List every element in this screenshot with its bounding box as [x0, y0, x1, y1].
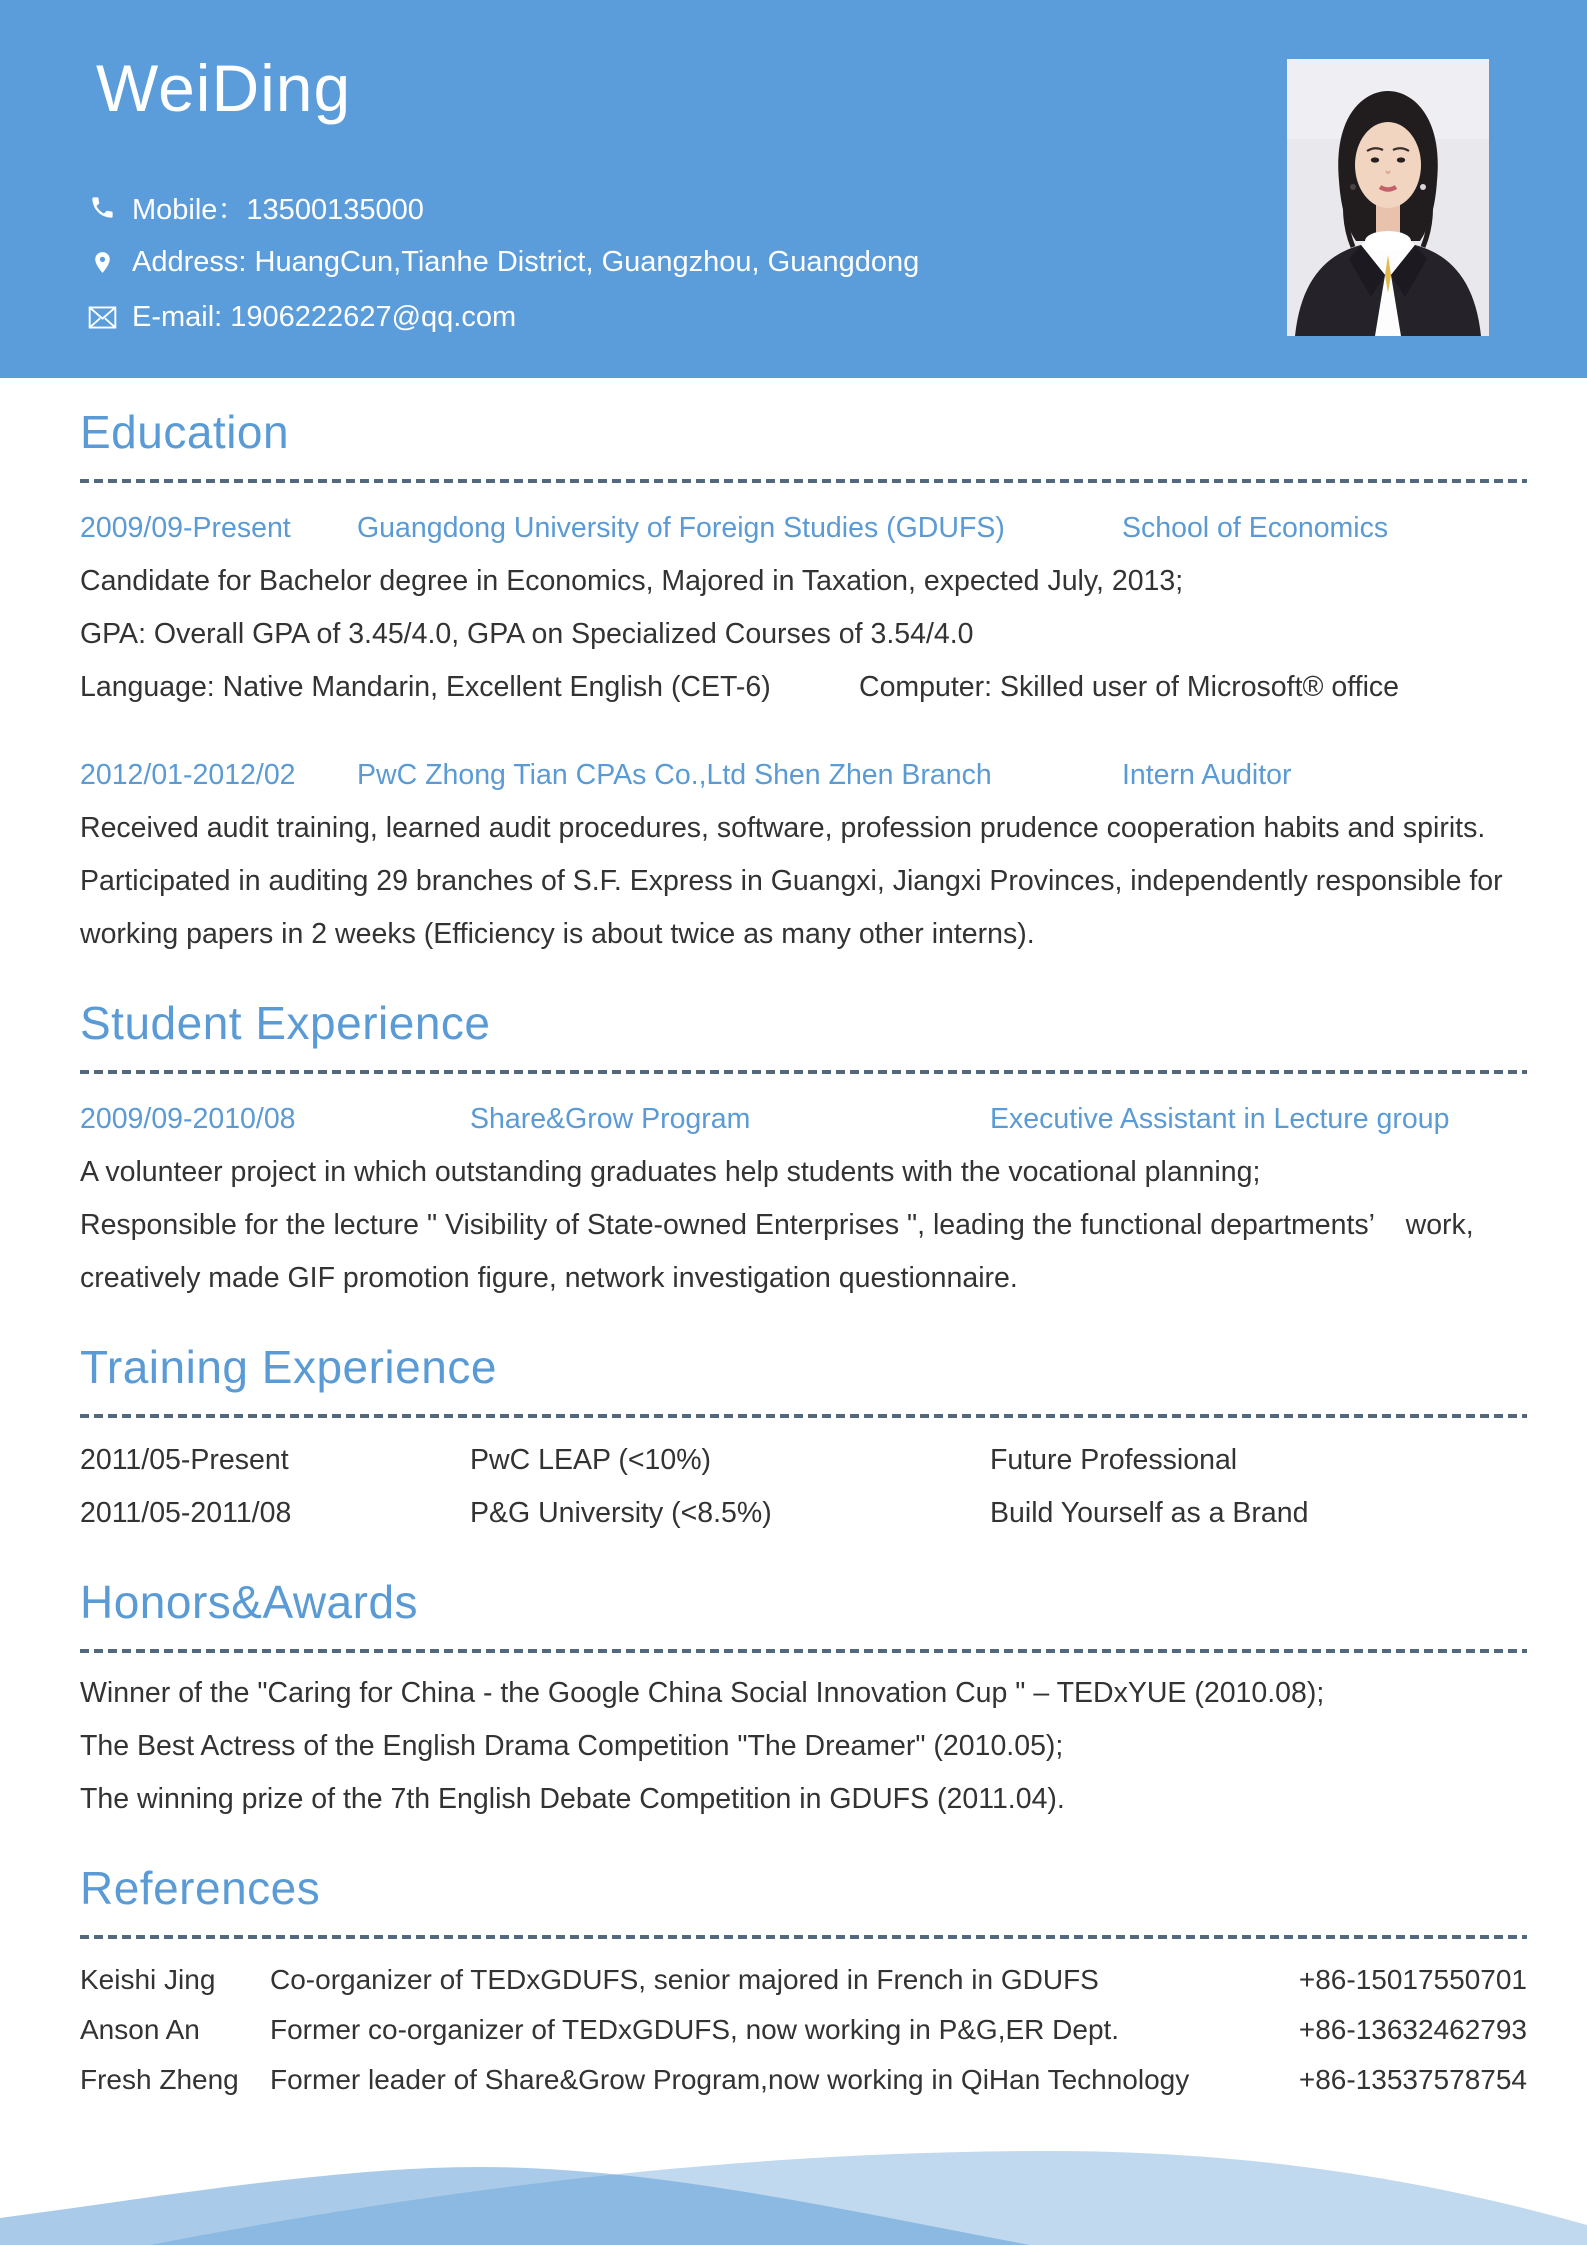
section-honors-awards [80, 1576, 1527, 1826]
contact-email [84, 290, 919, 345]
honor-line: The winning prize of the 7th English Debate Competition in GDUFS (2011.04). [80, 1783, 1065, 1816]
section-title-student-experience: Student Experience [80, 997, 491, 1050]
reference-description: Former co-organizer of TEDxGDUFS, now working in P&G,ER Dept. [270, 2014, 1120, 2046]
entry-line: Responsible for the lecture " Visibility of State-owned Enterprises ", leading the functional departments’ work, [80, 1209, 1474, 1242]
entry-line: Participated in auditing 29 branches of S.F. Express in Guangxi, Jiangxi Provinces, independently responsible for [80, 865, 1503, 898]
entry-line-left: Language: Native Mandarin, Excellent English (CET-6) [80, 671, 771, 704]
reference-phone: +86-13537578754 [1298, 2064, 1527, 2096]
training-date: 2011/05-Present [80, 1444, 289, 1477]
section-student-experience [80, 997, 1527, 1305]
section-divider [80, 1649, 1527, 1653]
reference-row [80, 2055, 1527, 2105]
contact-mobile [84, 180, 919, 235]
section-title-education: Education [80, 406, 290, 458]
footer-wave-left [0, 2167, 1030, 2245]
entry-line: Candidate for Bachelor degree in Economics, Majored in Taxation, expected July, 2013; [80, 565, 1184, 598]
reference-name: Keishi Jing [80, 1964, 216, 1996]
entry-role: School of Economics [1122, 511, 1389, 544]
entry-role: Executive Assistant in Lecture group [990, 1103, 1450, 1136]
training-row [80, 1434, 1527, 1487]
entry-body [80, 802, 1527, 961]
entry-organization: Guangdong University of Foreign Studies (GDUFS) [357, 511, 1005, 544]
entry-line [80, 661, 1527, 714]
entry-header [80, 511, 1527, 545]
section-education [80, 406, 1527, 961]
entry-line: A volunteer project in which outstanding graduates help students with the vocational planning; [80, 1156, 1261, 1189]
contact-mobile-text: Mobile：13500135000 [132, 194, 424, 226]
entry-line: working papers in 2 weeks (Efficiency is about twice as many other interns). [80, 918, 1035, 951]
reference-name: Anson An [80, 2014, 200, 2046]
content [0, 378, 1587, 2105]
reference-phone: +86-15017550701 [1298, 1964, 1527, 1996]
profile-photo [1287, 59, 1489, 336]
reference-name: Fresh Zheng [80, 2064, 239, 2096]
email-icon [84, 305, 120, 330]
reference-phone: +86-13632462793 [1298, 2014, 1527, 2046]
reference-description: Former leader of Share&Grow Program,now working in QiHan Technology [270, 2064, 1190, 2096]
entry-organization: PwC Zhong Tian CPAs Co.,Ltd Shen Zhen Branch [357, 759, 992, 792]
entry-header [80, 1102, 1527, 1136]
entry-date: 2012/01-2012/02 [80, 759, 296, 792]
entry-body [80, 555, 1527, 714]
section-divider [80, 1935, 1527, 1939]
reference-row [80, 2005, 1527, 2055]
reference-row [80, 1955, 1527, 2005]
reference-rows [80, 1955, 1527, 2105]
section-divider [80, 1414, 1527, 1418]
candidate-name: WeiDing [96, 51, 352, 125]
section-title-honors-awards: Honors&Awards [80, 1576, 419, 1629]
section-references [80, 1862, 1527, 2105]
entry-role: Intern Auditor [1122, 759, 1292, 792]
honor-line: Winner of the "Caring for China - the Google China Social Innovation Cup " – TEDxYUE (2010.08); [80, 1677, 1325, 1710]
training-date: 2011/05-2011/08 [80, 1497, 292, 1530]
training-program: P&G University (<8.5%) [470, 1497, 772, 1530]
training-name: Future Professional [990, 1444, 1238, 1477]
entry-line: creatively made GIF promotion figure, network investigation questionnaire. [80, 1262, 1018, 1295]
section-title-references: References [80, 1862, 321, 1915]
training-name: Build Yourself as a Brand [990, 1497, 1309, 1530]
training-program: PwC LEAP (<10%) [470, 1444, 712, 1477]
contact-email-text: E-mail: 1906222627@qq.com [132, 301, 517, 333]
honors-lines [80, 1667, 1527, 1826]
reference-description: Co-organizer of TEDxGDUFS, senior majored in French in GDUFS [270, 1964, 1099, 1996]
entry-line: Received audit training, learned audit procedures, software, profession prudence cooperation habits and spirits. [80, 812, 1486, 845]
contact-address-text: Address: HuangCun,Tianhe District, Guangzhou, Guangdong [132, 246, 920, 278]
training-row [80, 1487, 1527, 1540]
phone-icon [84, 194, 120, 221]
entry-date: 2009/09-2010/08 [80, 1103, 296, 1136]
training-rows [80, 1434, 1527, 1540]
section-title-training-experience: Training Experience [80, 1341, 497, 1394]
entry-line-right: Computer: Skilled user of Microsoft® office [859, 671, 1400, 704]
education-entry [80, 511, 1527, 714]
location-icon [84, 250, 120, 275]
entry-date: 2009/09-Present [80, 511, 291, 544]
entry-header [80, 758, 1527, 792]
section-training-experience [80, 1341, 1527, 1540]
header [0, 0, 1587, 378]
entry-organization: Share&Grow Program [470, 1103, 751, 1136]
entry-line: GPA: Overall GPA of 3.45/4.0, GPA on Specialized Courses of 3.54/4.0 [80, 618, 974, 651]
contact-list [84, 180, 919, 345]
footer-wave-right [150, 2151, 1587, 2245]
entry-body [80, 1146, 1527, 1305]
honor-line: The Best Actress of the English Drama Competition "The Dreamer" (2010.05); [80, 1730, 1064, 1763]
section-divider [80, 1070, 1527, 1074]
section-divider [80, 479, 1527, 483]
contact-address [84, 235, 919, 290]
education-entry [80, 758, 1527, 961]
student-experience-entry [80, 1102, 1527, 1305]
